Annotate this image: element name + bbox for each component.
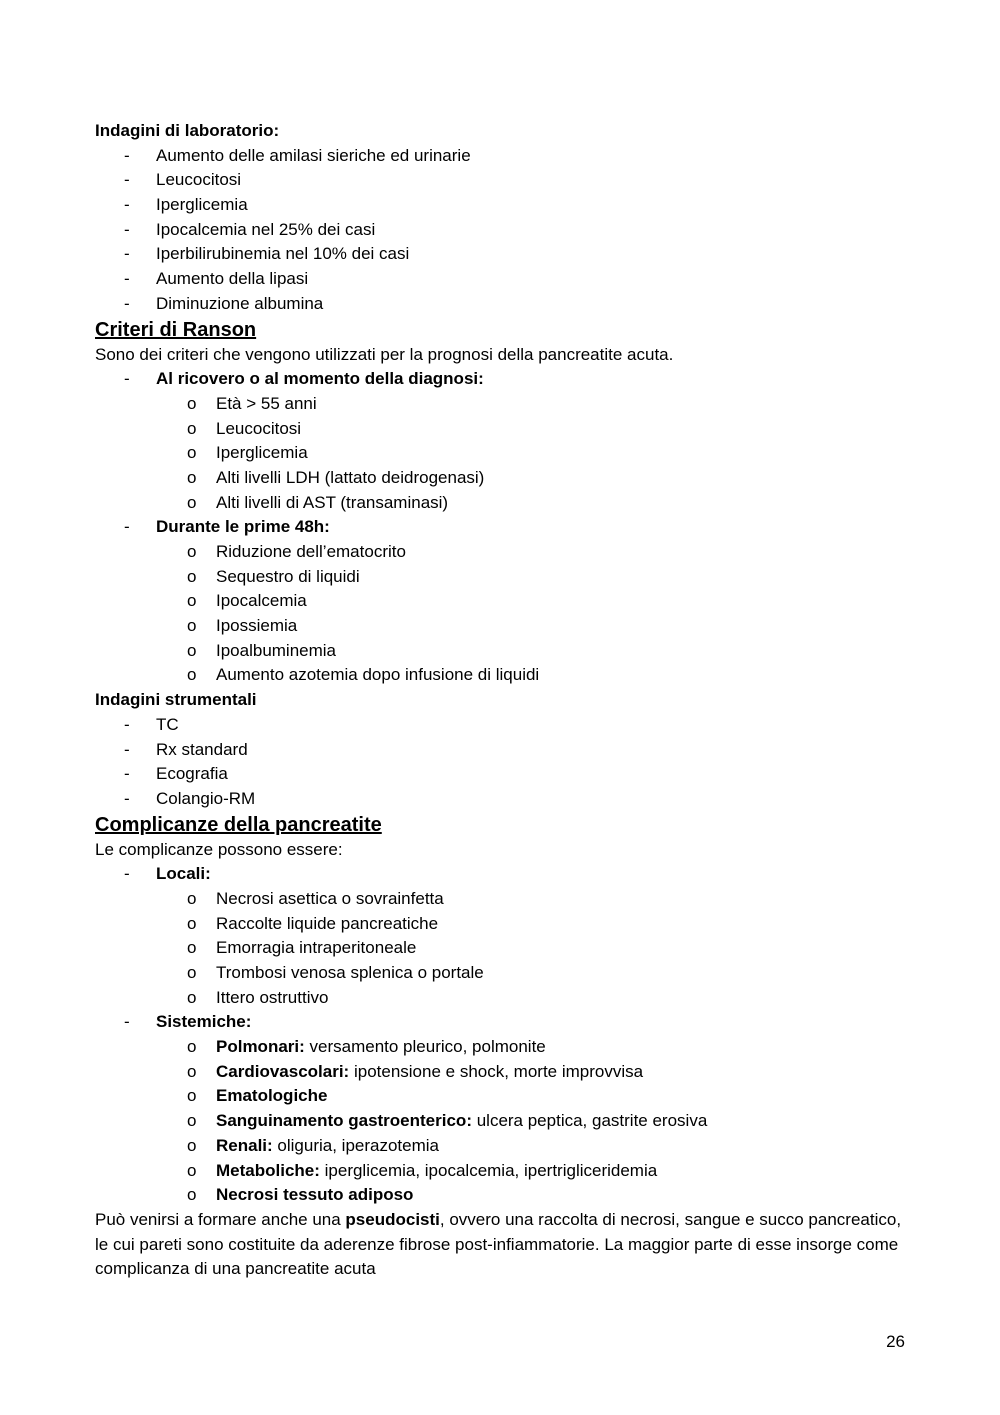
dash-bullet: -	[124, 1012, 130, 1032]
circle-bullet: o	[187, 467, 197, 487]
list-item: - Aumento delle amilasi sieriche ed urinarie	[95, 144, 915, 169]
list-item: - Leucocitosi	[95, 168, 915, 193]
list-item: - Rx standard	[95, 738, 915, 763]
circle-bullet: o	[187, 888, 197, 908]
list-item: - Diminuzione albumina	[95, 292, 915, 317]
strumentali-heading: Indagini strumentali	[95, 690, 257, 710]
dash-bullet: -	[124, 788, 130, 808]
dash-bullet: -	[124, 244, 130, 264]
dash-bullet: -	[124, 195, 130, 215]
list-item: - Iperbilirubinemia nel 10% dei casi	[95, 242, 915, 267]
circle-bullet: o	[187, 1061, 197, 1081]
dash-bullet: -	[124, 764, 130, 784]
list-item: - Iperglicemia	[95, 193, 915, 218]
circle-bullet: o	[187, 616, 197, 636]
ranson-intro: Sono dei criteri che vengono utilizzati per la prognosi della pancreatite acuta.	[95, 344, 674, 364]
complicanze-group-locali: - Locali:	[95, 862, 915, 887]
circle-bullet: o	[187, 1185, 197, 1205]
list-item: o Ipocalcemia	[95, 589, 915, 614]
document-page	[95, 119, 915, 1282]
list-item: o Metaboliche: iperglicemia, ipocalcemia, ipertrigliceridemia	[95, 1159, 915, 1184]
circle-bullet: o	[187, 1086, 197, 1106]
circle-bullet: o	[187, 963, 197, 982]
list-item: o Trombosi venosa splenica o portale	[95, 961, 915, 986]
list-item: o Necrosi asettica o sovrainfetta	[95, 887, 915, 912]
list-item: o Renali: oliguria, iperazotemia	[95, 1134, 915, 1159]
circle-bullet: o	[187, 418, 197, 438]
circle-bullet: o	[187, 393, 197, 413]
list-item: o Età > 55 anni	[95, 392, 915, 417]
circle-bullet: o	[187, 1037, 197, 1057]
circle-bullet: o	[187, 443, 197, 463]
list-item: o Cardiovascolari: ipotensione e shock, morte improvvisa	[95, 1060, 915, 1085]
list-item: o Ematologiche	[95, 1084, 915, 1109]
complicanze-group-sistemiche: - Sistemiche:	[95, 1010, 915, 1035]
circle-bullet: o	[187, 987, 197, 1007]
list-item: o Necrosi tessuto adiposo	[95, 1183, 915, 1208]
list-item: o Polmonari: versamento pleurico, polmonite	[95, 1035, 915, 1060]
list-item: - Colangio-RM	[95, 787, 915, 812]
list-item: o Ipoalbuminemia	[95, 639, 915, 664]
dash-bullet: -	[124, 739, 130, 759]
circle-bullet: o	[187, 1135, 197, 1155]
circle-bullet: o	[187, 665, 197, 685]
dash-bullet: -	[124, 145, 130, 165]
circle-bullet: o	[187, 492, 197, 512]
list-item: - Aumento della lipasi	[95, 267, 915, 292]
dash-bullet: -	[124, 517, 130, 537]
dash-bullet: -	[124, 864, 130, 884]
dash-bullet: -	[124, 293, 130, 313]
circle-bullet: o	[187, 1111, 197, 1131]
list-item: o Emorragia intraperitoneale	[95, 936, 915, 961]
pseudocisti-paragraph: Può venirsi a formare anche una pseudocisti, ovvero una raccolta di necrosi, sangue e succo pancreatico, le cui pareti sono costituite da aderenze fibrose post-infiammatorie. La maggior parte di esse insorge come complicanza di una pancreatite acuta	[95, 1209, 902, 1279]
complicanze-heading: Complicanze della pancreatite	[95, 813, 382, 836]
list-item: o Aumento azotemia dopo infusione di liquidi	[95, 663, 915, 688]
list-item: - Ecografia	[95, 762, 915, 787]
ranson-group-48h: - Durante le prime 48h:	[95, 515, 915, 540]
list-item: o Leucocitosi	[95, 417, 915, 442]
complicanze-intro: Le complicanze possono essere:	[95, 839, 343, 859]
dash-bullet: -	[124, 269, 130, 289]
dash-bullet: -	[124, 170, 130, 190]
list-item: - TC	[95, 713, 915, 738]
list-item: o Alti livelli di AST (transaminasi)	[95, 491, 915, 516]
list-item: o Raccolte liquide pancreatiche	[95, 912, 915, 937]
list-item: o Ittero ostruttivo	[95, 986, 915, 1011]
circle-bullet: o	[187, 1160, 197, 1180]
dash-bullet: -	[124, 219, 130, 239]
dash-bullet: -	[124, 714, 130, 734]
lab-heading: Indagini di laboratorio:	[95, 121, 280, 140]
list-item: o Riduzione dell’ematocrito	[95, 540, 915, 565]
circle-bullet: o	[187, 640, 197, 660]
circle-bullet: o	[187, 566, 197, 586]
circle-bullet: o	[187, 542, 197, 561]
list-item: - Ipocalcemia nel 25% dei casi	[95, 218, 915, 243]
pseudocisti-term: pseudocisti	[345, 1209, 440, 1229]
list-item: o Iperglicemia	[95, 441, 915, 466]
lab-list	[95, 144, 915, 317]
list-item: o Ipossiemia	[95, 614, 915, 639]
dash-bullet: -	[124, 369, 130, 389]
circle-bullet: o	[187, 938, 197, 958]
page-number: 26	[886, 1332, 905, 1351]
circle-bullet: o	[187, 913, 197, 933]
ranson-group-admission: - Al ricovero o al momento della diagnosi:	[95, 367, 915, 392]
circle-bullet: o	[187, 591, 197, 611]
ranson-heading: Criteri di Ranson	[95, 318, 257, 341]
list-item: o Sequestro di liquidi	[95, 565, 915, 590]
list-item: o Alti livelli LDH (lattato deidrogenasi)	[95, 466, 915, 491]
list-item: o Sanguinamento gastroenterico: ulcera peptica, gastrite erosiva	[95, 1109, 915, 1134]
